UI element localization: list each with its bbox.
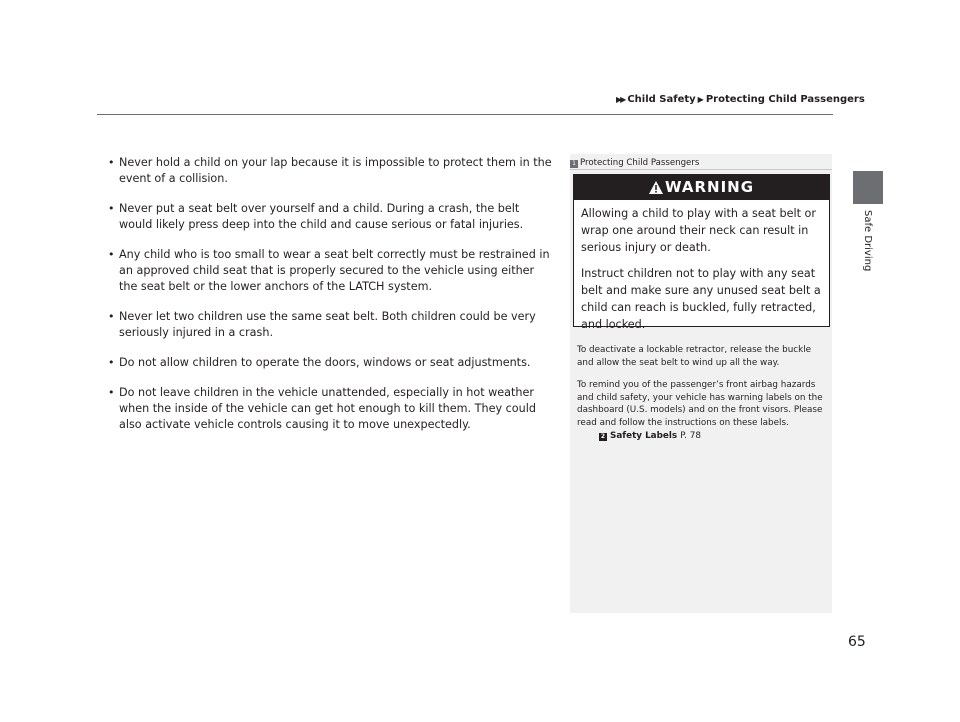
note-paragraph: To deactivate a lockable retractor, release the buckle and allow the seat belt to wind up all the way.	[577, 345, 812, 368]
sidebar-heading-rule	[570, 169, 832, 170]
bullet-icon: •	[108, 310, 115, 323]
bullet-text: Never put a seat belt over yourself and a child. During a crash, the belt would likely press deep into the child and cause serious or fatal injuries.	[119, 202, 524, 231]
note-number-icon: 1	[570, 160, 578, 168]
breadcrumb	[616, 94, 865, 105]
warning-header	[574, 175, 829, 200]
bullet-text: Never hold a child on your lap because it is impossible to protect them in the event of a collision.	[119, 156, 552, 185]
header-rule	[97, 114, 833, 115]
breadcrumb-separator-icon: ▶	[697, 95, 704, 104]
list-item	[108, 247, 556, 295]
sidebar-heading-text: Protecting Child Passengers	[580, 158, 700, 168]
sidebar-heading	[570, 158, 699, 168]
page-number: 65	[848, 634, 866, 650]
bullet-icon: •	[108, 156, 115, 169]
warning-triangle-icon	[649, 177, 663, 202]
warning-box	[573, 174, 830, 331]
bullet-icon: •	[108, 202, 115, 215]
section-tab-label: Safe Driving	[862, 210, 873, 272]
list-item	[108, 355, 556, 371]
sidebar-notes	[570, 154, 832, 613]
breadcrumb-item-child-safety[interactable]: Child Safety	[627, 94, 696, 105]
bullet-icon: •	[108, 356, 115, 369]
cross-reference-icon: 2	[600, 433, 606, 440]
note-paragraph: To remind you of the passenger’s front airbag hazards and child safety, your vehicle has warning labels on the dashboard (U.S. models) and on the front visors. Please read and follow the instructions on these labels.	[577, 380, 823, 428]
bullet-icon: •	[108, 386, 115, 399]
list-item	[108, 201, 556, 233]
cross-reference-title: Safety Labels	[610, 431, 678, 441]
warning-text	[581, 205, 826, 342]
bullet-text: Any child who is too small to wear a seat belt correctly must be restrained in an approved child seat that is properly secured to the vehicle using either the seat belt or the lower anchors of the LATCH system.	[119, 248, 550, 293]
warning-label: WARNING	[664, 178, 755, 196]
warning-paragraph: Instruct children not to play with any seat belt and make sure any unused seat belt a child can reach is buckled, fully retracted, and locked.	[581, 267, 821, 331]
list-item	[108, 309, 556, 341]
safety-bullet-list	[108, 155, 556, 447]
note-body	[577, 344, 827, 443]
section-tab[interactable]	[853, 171, 883, 204]
bullet-text: Do not allow children to operate the doors, windows or seat adjustments.	[119, 356, 531, 369]
list-item	[108, 385, 556, 433]
cross-reference-link[interactable]	[577, 430, 827, 443]
bullet-text: Do not leave children in the vehicle unattended, especially in hot weather when the inside of the vehicle can get hot enough to kill them. They could also activate vehicle controls causing it to move unexpectedly.	[119, 386, 536, 431]
list-item	[108, 155, 556, 187]
cross-reference-page: P. 78	[680, 431, 701, 441]
warning-paragraph: Allowing a child to play with a seat belt or wrap one around their neck can result in serious injury or death.	[581, 207, 816, 254]
breadcrumb-arrow-icon: ▶▶	[616, 95, 625, 104]
breadcrumb-item-protecting-child-passengers[interactable]: Protecting Child Passengers	[705, 94, 865, 105]
bullet-text: Never let two children use the same seat belt. Both children could be very seriously injured in a crash.	[119, 310, 536, 339]
bullet-icon: •	[108, 248, 115, 261]
